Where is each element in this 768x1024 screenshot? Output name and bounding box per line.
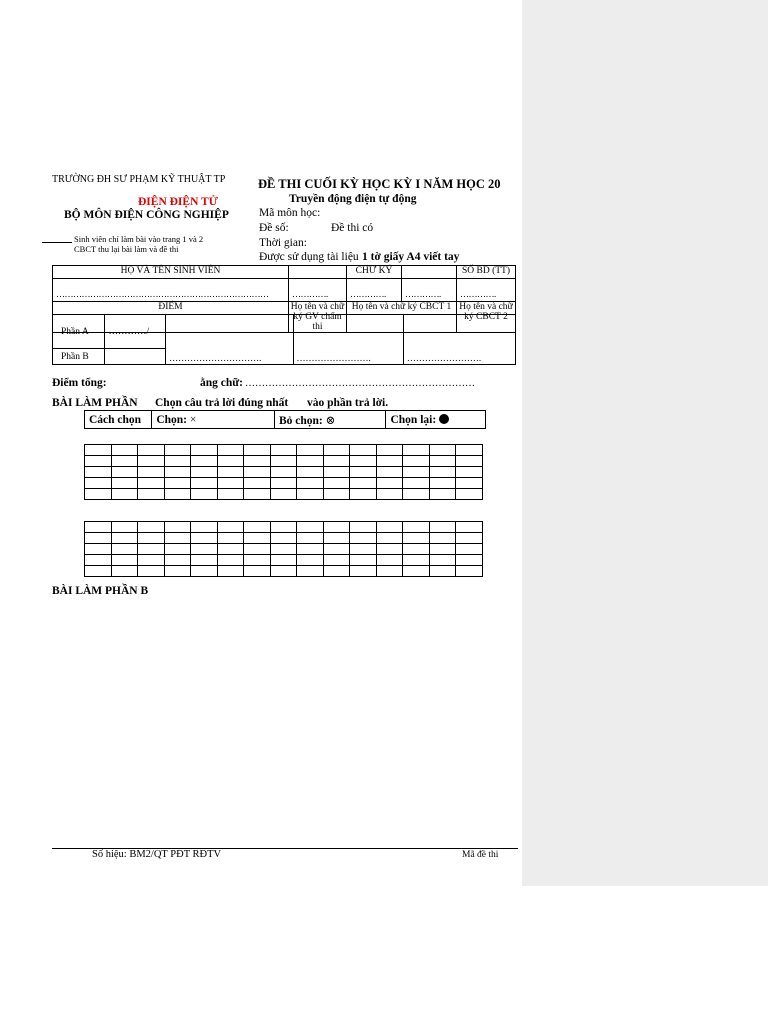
comment-panel xyxy=(522,0,768,886)
answer-cell[interactable] xyxy=(217,456,244,467)
filled-circle-icon xyxy=(439,414,449,424)
answer-cell[interactable] xyxy=(191,456,218,467)
answer-cell[interactable] xyxy=(164,544,191,555)
materials-label: Được sử dụng tài liệu xyxy=(259,251,359,263)
answer-cell[interactable] xyxy=(85,566,112,577)
document-code: Số hiệu: BM2/QT PĐT RĐTV xyxy=(92,849,222,860)
answer-cell[interactable] xyxy=(456,445,483,456)
answer-cell[interactable] xyxy=(244,566,271,577)
answer-cell[interactable] xyxy=(403,456,430,467)
materials-value: 1 tờ giấy A4 viết tay xyxy=(362,251,460,263)
faculty-name: ĐIỆN ĐIỆN TỬ xyxy=(138,196,218,208)
answer-cell[interactable] xyxy=(376,566,403,577)
answer-cell[interactable] xyxy=(376,544,403,555)
answer-cell[interactable] xyxy=(323,522,350,533)
total-score-label: Điểm tổng: xyxy=(52,377,107,389)
seat-field[interactable]: …………. xyxy=(460,289,496,299)
answer-cell[interactable] xyxy=(350,544,377,555)
answer-cell[interactable] xyxy=(376,555,403,566)
answer-cell[interactable] xyxy=(297,566,324,577)
reselect-label: Chọn lại: xyxy=(390,413,437,426)
cross-icon: × xyxy=(189,413,197,426)
answer-cell[interactable] xyxy=(217,478,244,489)
answer-cell[interactable] xyxy=(350,445,377,456)
proctor1-signature[interactable] xyxy=(293,315,403,365)
answer-cell[interactable] xyxy=(403,478,430,489)
exam-number-label: Đề số: xyxy=(259,222,289,234)
answer-cell[interactable] xyxy=(376,478,403,489)
answer-cell[interactable] xyxy=(403,555,430,566)
answer-cell[interactable] xyxy=(403,467,430,478)
part-b-label: Phần B xyxy=(53,349,105,365)
answer-cell[interactable] xyxy=(323,456,350,467)
answer-cell[interactable] xyxy=(164,555,191,566)
answer-cell[interactable] xyxy=(456,456,483,467)
answer-cell[interactable] xyxy=(323,555,350,566)
answer-cell[interactable] xyxy=(456,544,483,555)
answer-cell[interactable] xyxy=(85,522,112,533)
answer-cell[interactable] xyxy=(403,533,430,544)
score-table xyxy=(52,314,516,365)
answer-cell[interactable] xyxy=(376,522,403,533)
name-header: HỌ VÀ TÊN SINH VIÊN xyxy=(53,266,289,279)
exam-code-label: Mã đề thi xyxy=(462,850,499,860)
answer-cell[interactable] xyxy=(270,478,297,489)
proctor2-signature[interactable] xyxy=(403,315,515,365)
answer-cell[interactable] xyxy=(323,533,350,544)
grader-signature[interactable] xyxy=(166,315,293,365)
proctor1-header: Họ tên và chữ ký CBCT 1 xyxy=(347,302,457,333)
answer-cell[interactable] xyxy=(111,456,138,467)
select-label: Chọn: xyxy=(156,413,188,426)
name-field[interactable]: ………………………………………………………………… xyxy=(56,289,269,299)
part-b-title: BÀI LÀM PHẦN B xyxy=(52,585,149,597)
answer-cell[interactable] xyxy=(217,533,244,544)
answer-cell[interactable] xyxy=(191,566,218,577)
subject-name: Truyền động điện tự động xyxy=(289,193,417,205)
signature-field[interactable]: …………. xyxy=(350,289,386,299)
answer-cell[interactable] xyxy=(191,478,218,489)
answer-cell[interactable] xyxy=(244,456,271,467)
answer-cell[interactable] xyxy=(217,489,244,500)
answer-row xyxy=(85,544,483,555)
total-words-dots[interactable]: …………………………………………………………… xyxy=(245,378,475,389)
answer-cell[interactable] xyxy=(297,533,324,544)
answer-cell[interactable] xyxy=(297,467,324,478)
part-a-instruction-2: vào phần trả lời. xyxy=(307,397,389,409)
school-name: TRƯỜNG ĐH SƯ PHẠM KỸ THUẬT TP xyxy=(52,174,226,185)
department-name: BỘ MÔN ĐIỆN CÔNG NGHIỆP xyxy=(64,209,229,221)
answer-cell[interactable] xyxy=(244,533,271,544)
answer-cell[interactable] xyxy=(297,445,324,456)
answer-row xyxy=(85,467,483,478)
answer-cell[interactable] xyxy=(323,467,350,478)
part-a-score[interactable]: …………/ xyxy=(105,315,166,349)
proctor-note: CBCT thu lại bài làm và đề thi xyxy=(74,244,179,254)
answer-cell[interactable] xyxy=(350,478,377,489)
signature-header: CHỮ KÝ xyxy=(347,266,402,279)
answer-cell[interactable] xyxy=(429,544,456,555)
answer-cell[interactable] xyxy=(270,489,297,500)
answer-cell[interactable] xyxy=(350,522,377,533)
answer-cell[interactable] xyxy=(191,489,218,500)
answer-cell[interactable] xyxy=(85,555,112,566)
answer-cell[interactable] xyxy=(85,456,112,467)
answer-cell[interactable] xyxy=(244,445,271,456)
answer-cell[interactable] xyxy=(244,478,271,489)
answer-cell[interactable] xyxy=(164,522,191,533)
answer-cell[interactable] xyxy=(270,522,297,533)
answer-cell[interactable] xyxy=(323,489,350,500)
exam-title: ĐỀ THI CUỐI KỲ HỌC KỲ I NĂM HỌC 20 xyxy=(258,177,501,191)
answer-cell[interactable] xyxy=(85,467,112,478)
answer-cell[interactable] xyxy=(138,467,165,478)
marking-guide-table xyxy=(84,410,486,429)
answer-cell[interactable] xyxy=(297,489,324,500)
answer-cell[interactable] xyxy=(138,533,165,544)
answer-cell[interactable] xyxy=(456,478,483,489)
answer-cell[interactable] xyxy=(164,478,191,489)
answer-cell[interactable] xyxy=(138,478,165,489)
answer-cell[interactable] xyxy=(191,555,218,566)
answer-cell[interactable] xyxy=(456,566,483,577)
answer-cell[interactable] xyxy=(297,478,324,489)
duration-label: Thời gian: xyxy=(259,237,307,249)
answer-cell[interactable] xyxy=(270,544,297,555)
name-field-extra[interactable]: …………. xyxy=(292,289,328,299)
answer-grid-1 xyxy=(84,444,483,500)
answer-cell[interactable] xyxy=(164,445,191,456)
name-header-extra xyxy=(289,266,347,279)
answer-cell[interactable] xyxy=(429,478,456,489)
answer-cell[interactable] xyxy=(217,445,244,456)
answer-cell[interactable] xyxy=(111,544,138,555)
answer-cell[interactable] xyxy=(85,544,112,555)
answer-cell[interactable] xyxy=(297,456,324,467)
proctor2-dots: ……………………. xyxy=(406,353,482,363)
answer-cell[interactable] xyxy=(111,555,138,566)
signature-header-extra xyxy=(402,266,457,279)
answer-cell[interactable] xyxy=(429,522,456,533)
answer-cell[interactable] xyxy=(217,522,244,533)
answer-cell[interactable] xyxy=(217,566,244,577)
score-header: ĐIỂM xyxy=(53,302,289,333)
answer-cell[interactable] xyxy=(270,456,297,467)
answer-cell[interactable] xyxy=(111,478,138,489)
answer-cell[interactable] xyxy=(138,566,165,577)
answer-cell[interactable] xyxy=(323,478,350,489)
seat-header: SỐ BD (TT) xyxy=(457,266,516,279)
answer-cell[interactable] xyxy=(191,445,218,456)
answer-row xyxy=(85,555,483,566)
answer-row xyxy=(85,478,483,489)
answer-cell[interactable] xyxy=(403,566,430,577)
answer-cell[interactable] xyxy=(138,544,165,555)
answer-row xyxy=(85,533,483,544)
select-guide xyxy=(152,411,275,429)
part-a-label: Phần A xyxy=(53,315,105,349)
answer-cell[interactable] xyxy=(244,555,271,566)
answer-cell[interactable] xyxy=(111,489,138,500)
answer-cell[interactable] xyxy=(191,522,218,533)
answer-cell[interactable] xyxy=(244,467,271,478)
answer-cell[interactable] xyxy=(323,566,350,577)
answer-cell[interactable] xyxy=(429,566,456,577)
answer-cell[interactable] xyxy=(217,555,244,566)
answer-cell[interactable] xyxy=(456,522,483,533)
answer-cell[interactable] xyxy=(270,467,297,478)
answer-cell[interactable] xyxy=(403,522,430,533)
answer-cell[interactable] xyxy=(403,445,430,456)
proctor1-dots: ……………………. xyxy=(296,353,371,363)
answer-cell[interactable] xyxy=(244,522,271,533)
answer-row xyxy=(85,456,483,467)
note-underline xyxy=(42,242,72,243)
answer-cell[interactable] xyxy=(376,489,403,500)
answer-cell[interactable] xyxy=(85,445,112,456)
answer-cell[interactable] xyxy=(323,544,350,555)
answer-cell[interactable] xyxy=(191,533,218,544)
deselect-guide xyxy=(274,411,386,429)
answer-grid-2 xyxy=(84,521,483,577)
answer-row xyxy=(85,522,483,533)
answer-cell[interactable] xyxy=(429,533,456,544)
answer-cell[interactable] xyxy=(244,489,271,500)
answer-cell[interactable] xyxy=(350,555,377,566)
answer-cell[interactable] xyxy=(85,489,112,500)
answer-cell[interactable] xyxy=(138,489,165,500)
answer-cell[interactable] xyxy=(270,566,297,577)
answer-cell[interactable] xyxy=(85,533,112,544)
answer-cell[interactable] xyxy=(217,544,244,555)
answer-cell[interactable] xyxy=(350,456,377,467)
answer-cell[interactable] xyxy=(403,489,430,500)
answer-cell[interactable] xyxy=(429,456,456,467)
answer-cell[interactable] xyxy=(111,445,138,456)
answer-cell[interactable] xyxy=(429,467,456,478)
answer-cell[interactable] xyxy=(191,467,218,478)
answer-cell[interactable] xyxy=(376,533,403,544)
answer-cell[interactable] xyxy=(350,467,377,478)
grader-dots: …………………………. xyxy=(169,353,262,363)
answer-cell[interactable] xyxy=(111,566,138,577)
answer-row xyxy=(85,445,483,456)
circled-cross-icon: ⊗ xyxy=(325,414,336,427)
deselect-label: Bỏ chọn: xyxy=(278,414,323,427)
answer-cell[interactable] xyxy=(111,467,138,478)
answer-cell[interactable] xyxy=(164,533,191,544)
answer-cell[interactable] xyxy=(164,489,191,500)
answer-cell[interactable] xyxy=(350,489,377,500)
answer-cell[interactable] xyxy=(297,555,324,566)
proctor2-header: Họ tên và chữ ký CBCT 2 xyxy=(457,302,516,333)
answer-cell[interactable] xyxy=(456,489,483,500)
answer-cell[interactable] xyxy=(138,456,165,467)
part-a-instruction: Chọn câu trả lời đúng nhất xyxy=(155,397,289,409)
answer-cell[interactable] xyxy=(429,555,456,566)
answer-cell[interactable] xyxy=(244,544,271,555)
answer-cell[interactable] xyxy=(456,467,483,478)
answer-cell[interactable] xyxy=(270,445,297,456)
answer-cell[interactable] xyxy=(376,467,403,478)
answer-cell[interactable] xyxy=(350,566,377,577)
answer-cell[interactable] xyxy=(270,555,297,566)
answer-cell[interactable] xyxy=(111,533,138,544)
answer-row xyxy=(85,489,483,500)
answer-cell[interactable] xyxy=(376,445,403,456)
answer-cell[interactable] xyxy=(164,566,191,577)
answer-cell[interactable] xyxy=(270,533,297,544)
course-code-label: Mã môn học: xyxy=(259,207,321,219)
answer-cell[interactable] xyxy=(456,533,483,544)
signature-field-extra[interactable]: …………. xyxy=(405,289,441,299)
answer-cell[interactable] xyxy=(138,555,165,566)
answer-cell[interactable] xyxy=(376,456,403,467)
answer-cell[interactable] xyxy=(297,522,324,533)
answer-cell[interactable] xyxy=(323,445,350,456)
reselect-guide xyxy=(386,411,486,429)
total-words-label: ằng chữ: xyxy=(200,377,244,389)
how-to-select-label: Cách chọn xyxy=(85,411,152,429)
student-note: Sinh viên chỉ làm bài vào trang 1 và 2 xyxy=(74,234,204,244)
answer-row xyxy=(85,566,483,577)
answer-cell[interactable] xyxy=(191,544,218,555)
answer-cell[interactable] xyxy=(138,445,165,456)
answer-cell[interactable] xyxy=(85,478,112,489)
answer-cell[interactable] xyxy=(138,522,165,533)
grader-header: Họ tên và chữ ký GV chấm thi xyxy=(289,302,347,333)
answer-cell[interactable] xyxy=(217,467,244,478)
answer-cell[interactable] xyxy=(297,544,324,555)
answer-cell[interactable] xyxy=(429,445,456,456)
answer-cell[interactable] xyxy=(350,533,377,544)
part-b-score[interactable] xyxy=(105,349,166,365)
answer-cell[interactable] xyxy=(164,456,191,467)
answer-cell[interactable] xyxy=(456,555,483,566)
part-a-title: BÀI LÀM PHẦN xyxy=(52,397,138,409)
answer-cell[interactable] xyxy=(111,522,138,533)
answer-cell[interactable] xyxy=(403,544,430,555)
answer-cell[interactable] xyxy=(429,489,456,500)
page-count-label: Đề thi có xyxy=(331,222,374,234)
answer-cell[interactable] xyxy=(164,467,191,478)
